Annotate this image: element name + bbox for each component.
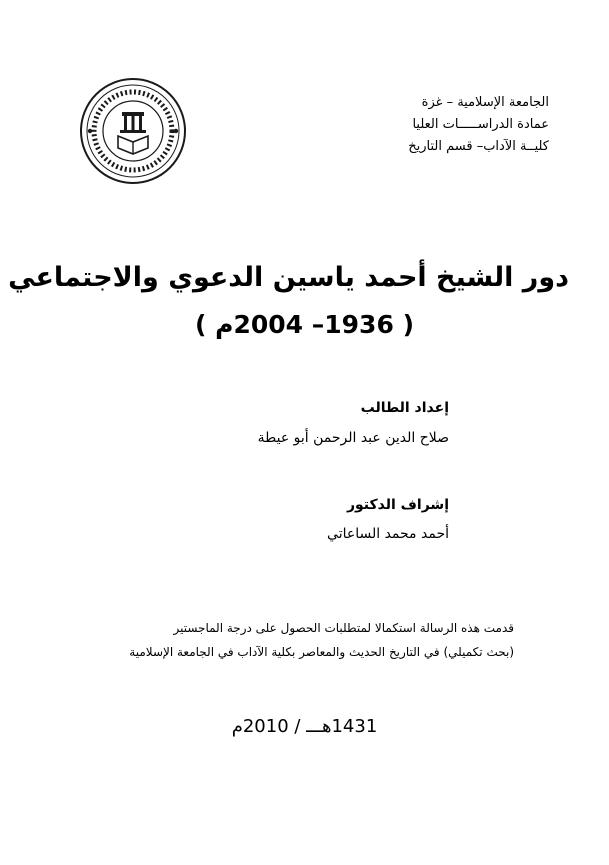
supervisor-label: إشراف الدكتور bbox=[346, 497, 449, 513]
university-name: الجامعة الإسلامية – غزة bbox=[421, 95, 549, 110]
thesis-title: دور الشيخ أحمد ياسين الدعوي والاجتماعي bbox=[8, 262, 569, 293]
faculty-name: كليــة الآداب– قسم التاريخ bbox=[408, 139, 549, 154]
university-seal-icon bbox=[78, 76, 188, 186]
description-line-1: قدمت هذه الرسالة استكمالا لمتطلبات الحصول على درجة الماجستير bbox=[173, 621, 514, 635]
thesis-description bbox=[94, 616, 514, 664]
student-name: صلاح الدين عبد الرحمن أبو عيطة bbox=[257, 430, 449, 446]
thesis-dates: ( 1936– 2004م ) bbox=[195, 310, 414, 339]
submission-year: 1431هـــ / 2010م bbox=[231, 716, 378, 737]
student-label: إعداد الطالب bbox=[360, 400, 449, 416]
description-line-2: (بحث تكميلي) في التاريخ الحديث والمعاصر بكلية الآداب في الجامعة الإسلامية bbox=[129, 645, 514, 659]
deanship-name: عمادة الدراســـــات العليا bbox=[412, 117, 549, 132]
institution-header bbox=[319, 92, 549, 158]
supervisor-name: أحمد محمد الساعاتي bbox=[327, 526, 449, 542]
